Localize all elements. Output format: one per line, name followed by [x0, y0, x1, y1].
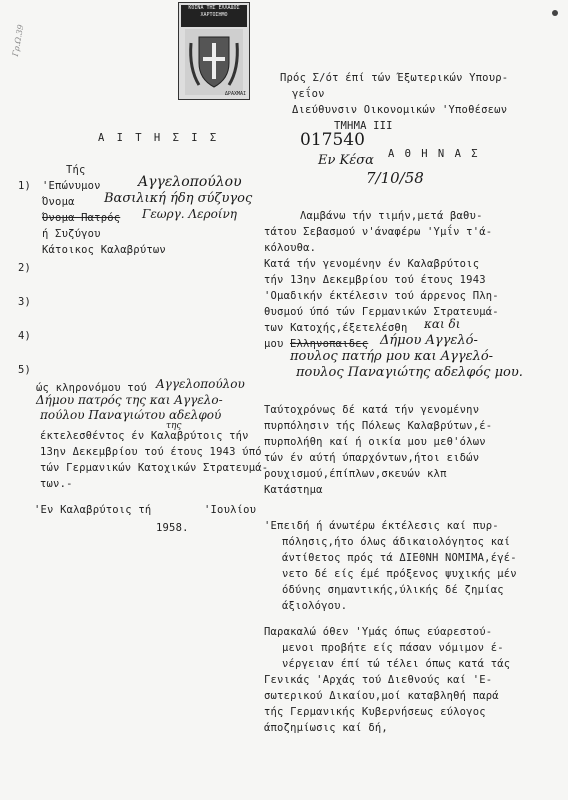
p2-7-hw: πουλος πατήρ μου και Αγγελό-: [290, 349, 494, 364]
p3-4: τών έν αύτή ύπαρχόντων,ήτοι ειδών: [264, 452, 480, 464]
p5-3: νέργειαν έπί τώ τέλει όπως κατά τάς: [282, 658, 511, 670]
p4-1: 'Επειδή ή άνωτέρω έκτέλεσις καί πυρ-: [264, 520, 499, 532]
p1-1: Λαμβάνω τήν τιμήν,μετά βαθυ-: [300, 210, 483, 222]
father-label: Όνομα Πατρός: [42, 212, 121, 224]
name-value: Βασιλική ήδη σύζυγος: [104, 191, 253, 206]
p2-6b: Ελληνοπαιδες: [290, 338, 369, 350]
surname-value: Αγγελοπούλου: [138, 174, 242, 190]
document-title: Α Ι Τ Η Σ Ι Σ: [98, 132, 220, 144]
p3-5: ρουχισμού,έπίπλων,σκευών κλπ: [264, 468, 447, 480]
resident-label: Κάτοικος Καλαβρύτων: [42, 244, 166, 256]
p2-5: των Κατοχής,έξετελέσθη: [264, 322, 408, 334]
father-value: Γεωργ. Λεροίνη: [142, 207, 237, 221]
stamp-line2: ΧΑΡΤΟΣΗΜΟ: [200, 12, 228, 18]
p2-1: Κατά τήν γενομένην έν Καλαβρύτοις: [264, 258, 480, 270]
heir-hw-1: Αγγελοπούλου: [156, 377, 245, 391]
heir-hw-2: Δήμου πατρός της και Αγγελο-: [36, 393, 223, 407]
stamp-line1: ΚΟΙΝΑ ΤΗΣ ΕΛΛΑΔΟΣ: [188, 5, 240, 11]
p4-3: άντίθετος πρός τά ΔΙΕΘΝΗ ΝΟΜΙΜΑ,έγέ-: [282, 552, 517, 564]
item-1-number: 1): [18, 180, 32, 192]
exec-line-4: των.-: [40, 478, 73, 490]
protocol-number: 017540: [300, 130, 365, 150]
year: 1958.: [156, 522, 189, 534]
exec-line-3: τών Γερμανικών Κατοχικών Στρατευμά-: [40, 462, 269, 474]
hw-date: 7/10/58: [366, 169, 424, 187]
p5-2: μενοι προβήτε είς πάσαν νόμιμον έ-: [282, 642, 504, 654]
place-date: 'Εν Καλαβρύτοις τή: [34, 504, 152, 516]
revenue-stamp: [178, 2, 250, 100]
to-line-2: γεΐον: [292, 88, 325, 100]
name-label: Όνομα: [42, 196, 75, 208]
p3-6: Κατάστημα: [264, 484, 323, 496]
p4-2: πόλησις,ήτο όλως άδικαιολόγητος καί: [282, 536, 511, 548]
p2-8-hw: πουλος Παναγιώτης αδελφός μου.: [296, 365, 523, 380]
item-2-number: 2): [18, 262, 32, 274]
p2-6-hw: Δήμου Αγγελό-: [380, 333, 478, 348]
tis-label: Τής: [66, 164, 86, 176]
to-line-3: Διεύθυνσιν Οικονομικών 'Υποθέσεων: [292, 104, 508, 116]
exec-line-2: 13ην Δεκεμβρίου τού έτους 1943 ύπό: [40, 446, 262, 458]
p3-2: πυρπόλησιν τής Πόλεως Καλαβρύτων,έ-: [264, 420, 493, 432]
heir-hw-3b: της: [166, 421, 182, 431]
p5-6: τής Γερμανικής Κυβερνήσεως εύλογος: [264, 706, 486, 718]
coat-of-arms-icon: [185, 29, 243, 95]
item-5-number: 5): [18, 364, 32, 376]
exec-line-1: έκτελεσθέντος έν Καλαβρύτοις τήν: [40, 430, 249, 442]
spouse-label: ή Συζύγου: [42, 228, 101, 240]
p4-6: άξιολόγου.: [282, 600, 348, 612]
margin-note: Γρ.Ω.39: [10, 23, 26, 58]
hw-note: Εν Κέσα: [318, 153, 374, 168]
p1-3: κόλουθα.: [264, 242, 317, 254]
month: 'Ιουλίου: [204, 504, 257, 516]
stamp-band: [181, 5, 247, 27]
p4-5: όδύνης σημαντικής,ύλικής δέ ζημίας: [282, 584, 504, 596]
p2-5-hw: και δι: [424, 317, 461, 331]
heir-hw-3: πούλου Παναγιώτου αδελφού: [40, 408, 222, 422]
corner-mark: [552, 10, 558, 16]
surname-label: 'Επώνυμον: [42, 180, 101, 192]
p1-2: τάτου Σεβασμού ν'άναφέρω 'Υμΐν τ'ά-: [264, 226, 493, 238]
item-3-number: 3): [18, 296, 32, 308]
city: Α Θ Η Ν Α Σ: [388, 148, 480, 160]
to-line-1: Πρός Σ/ότ έπί τών Έξωτερικών Υπουρ-: [280, 72, 509, 84]
p5-4: Γενικάς 'Αρχάς τού Διεθνούς καί 'Ε-: [264, 674, 493, 686]
p5-5: σωτερικού Δικαίου,μοί καταβληθή παρά: [264, 690, 499, 702]
p4-4: νετο δέ είς έμέ πρόξενος ψυχικής μέν: [282, 568, 517, 580]
p3-1: Ταύτοχρόνως δέ κατά τήν γενομένην: [264, 404, 480, 416]
p2-4: θυσμού ύπό τών Γερμανικών Στρατευμά-: [264, 306, 499, 318]
item-4-number: 4): [18, 330, 32, 342]
p3-3: πυρπολήθη καί ή οικία μου μεθ'όλων: [264, 436, 486, 448]
p5-7: άποζημίωσις καί δή,: [264, 722, 388, 734]
p5-1: Παρακαλώ όθεν 'Υμάς όπως εύαρεστού-: [264, 626, 493, 638]
stamp-value: ΔΡΑΧΜΑΙ: [224, 91, 246, 97]
heir-print: ώς κληρονόμου τού: [36, 382, 147, 394]
p2-6: μου: [264, 338, 284, 350]
tmima: ΤΜΗΜΑ ΙΙΙ: [334, 120, 393, 132]
p2-3: 'Ομαδικήν έκτέλεσιν τού άρρενος Πλη-: [264, 290, 499, 302]
p2-2: τήν 13ην Δεκεμβρίου τού έτους 1943: [264, 274, 486, 286]
